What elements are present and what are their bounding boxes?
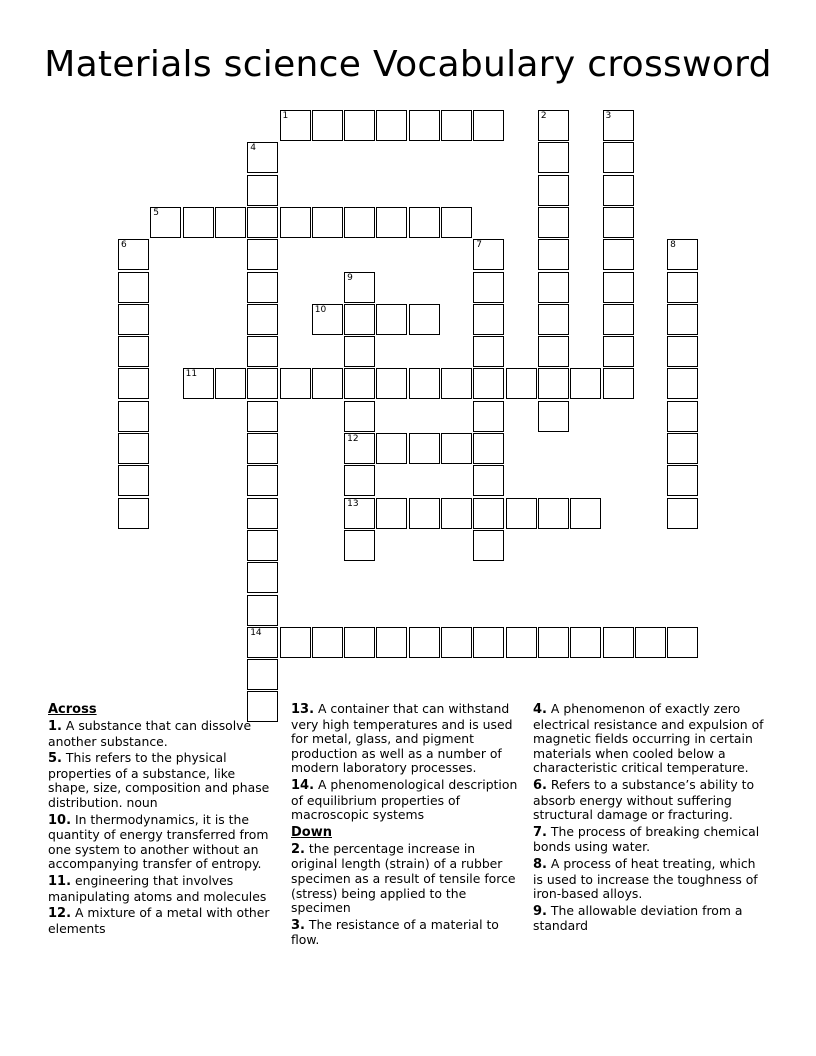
- crossword-cell[interactable]: [473, 368, 504, 399]
- crossword-cell[interactable]: [603, 175, 634, 206]
- clue-number-label: 10: [314, 304, 327, 315]
- clue-number: 3.: [291, 917, 305, 933]
- crossword-cell[interactable]: [118, 304, 149, 335]
- clue-text: This refers to the physical properties of a substance, like shape, size, composition and phase distribution. noun: [48, 750, 270, 810]
- page-title: Materials science Vocabulary crossword: [44, 44, 772, 85]
- clue-down-3: [291, 918, 523, 948]
- crossword-cell[interactable]: [538, 207, 569, 238]
- across-heading: Across: [48, 702, 97, 717]
- crossword-cell[interactable]: [118, 272, 149, 303]
- crossword-cell[interactable]: [215, 207, 246, 238]
- clues-column-2: [291, 702, 523, 950]
- crossword-cell[interactable]: [376, 304, 407, 335]
- crossword-cell[interactable]: [473, 304, 504, 335]
- crossword-cell[interactable]: [344, 336, 375, 367]
- crossword-cell[interactable]: [376, 498, 407, 529]
- crossword-cell[interactable]: [441, 433, 472, 464]
- crossword-cell[interactable]: [538, 336, 569, 367]
- crossword-cell[interactable]: [247, 336, 278, 367]
- crossword-cell[interactable]: [247, 368, 278, 399]
- crossword-cell[interactable]: [441, 207, 472, 238]
- crossword-cell[interactable]: [409, 304, 440, 335]
- crossword-cell[interactable]: [409, 498, 440, 529]
- crossword-cell[interactable]: [603, 368, 634, 399]
- crossword-cell[interactable]: [247, 465, 278, 496]
- clue-number-label: 12: [347, 434, 359, 444]
- crossword-cell[interactable]: [441, 627, 472, 658]
- clue-down-4: [533, 702, 765, 776]
- crossword-cell[interactable]: [312, 207, 343, 238]
- clue-number: 6.: [533, 777, 547, 793]
- crossword-cell[interactable]: [247, 433, 278, 464]
- crossword-cell[interactable]: [441, 498, 472, 529]
- crossword-cell[interactable]: [409, 433, 440, 464]
- clue-across-14: [291, 778, 523, 823]
- crossword-cell[interactable]: [667, 465, 698, 496]
- crossword-cell[interactable]: [538, 175, 569, 206]
- crossword-cell[interactable]: [312, 304, 343, 335]
- crossword-cell[interactable]: [473, 433, 504, 464]
- clue-text: A substance that can dissolve another substance.: [48, 718, 252, 749]
- clue-text: Refers to a substance’s ability to absorb energy without suffering structural damage or fracturing.: [533, 776, 755, 823]
- crossword-cell[interactable]: [409, 627, 440, 658]
- crossword-cell[interactable]: [247, 530, 278, 561]
- crossword-cell[interactable]: [473, 627, 504, 658]
- crossword-cell[interactable]: [118, 465, 149, 496]
- clue-down-9: [533, 904, 765, 934]
- crossword-cell[interactable]: [667, 336, 698, 367]
- clue-across-13: [291, 702, 523, 776]
- crossword-cell[interactable]: [247, 304, 278, 335]
- clue-number: 13.: [291, 702, 315, 717]
- clues-column-1: [48, 702, 280, 938]
- crossword-cell[interactable]: [183, 207, 214, 238]
- crossword-cell[interactable]: [280, 110, 311, 141]
- crossword-cell[interactable]: [344, 433, 375, 464]
- crossword-cell[interactable]: [667, 433, 698, 464]
- crossword-cell[interactable]: [506, 627, 537, 658]
- crossword-cell[interactable]: [312, 110, 343, 141]
- crossword-cell[interactable]: [215, 368, 246, 399]
- crossword-cell[interactable]: [118, 368, 149, 399]
- clue-number: 11.: [48, 873, 72, 889]
- crossword-cell[interactable]: [473, 530, 504, 561]
- crossword-cell[interactable]: [473, 110, 504, 141]
- crossword-cell[interactable]: [473, 239, 504, 270]
- crossword-cell[interactable]: [150, 207, 181, 238]
- clue-number-label: 8: [670, 240, 676, 251]
- crossword-cell[interactable]: [247, 498, 278, 529]
- clue-number-label: 9: [347, 272, 353, 283]
- crossword-cell[interactable]: [344, 207, 375, 238]
- crossword-cell[interactable]: [441, 110, 472, 141]
- crossword-cell[interactable]: [247, 272, 278, 303]
- crossword-cell[interactable]: [635, 627, 666, 658]
- crossword-cell[interactable]: [603, 336, 634, 367]
- crossword-cell[interactable]: [473, 272, 504, 303]
- crossword-cell[interactable]: [247, 562, 278, 593]
- clue-text: The allowable deviation from a standard: [533, 902, 743, 934]
- clue-text: The process of breaking chemical bonds using water.: [533, 823, 760, 855]
- clue-down-8: [533, 857, 765, 902]
- clue-down-6: [533, 778, 765, 823]
- crossword-cell[interactable]: [538, 368, 569, 399]
- crossword-cell[interactable]: [441, 368, 472, 399]
- crossword-cell[interactable]: [603, 207, 634, 238]
- clue-number-label: 14: [250, 627, 262, 638]
- crossword-cell[interactable]: [603, 627, 634, 658]
- clue-text: A phenomenological description of equilibrium properties of macroscopic systems: [291, 776, 518, 823]
- crossword-cell[interactable]: [538, 304, 569, 335]
- crossword-cell[interactable]: [667, 498, 698, 529]
- crossword-cell[interactable]: [280, 207, 311, 238]
- crossword-cell[interactable]: [312, 627, 343, 658]
- crossword-cell[interactable]: [344, 627, 375, 658]
- crossword-cell[interactable]: [247, 627, 278, 658]
- clue-across-5: [48, 751, 280, 810]
- crossword-cell[interactable]: [603, 304, 634, 335]
- clue-number-label: 11: [185, 369, 198, 380]
- crossword-cell[interactable]: [570, 368, 601, 399]
- clue-number-label: 2: [540, 111, 547, 121]
- clue-across-11: [48, 874, 280, 904]
- crossword-cell[interactable]: [409, 368, 440, 399]
- clue-number: 8.: [533, 856, 547, 872]
- crossword-cell[interactable]: [247, 595, 278, 626]
- clue-number: 14.: [291, 777, 315, 793]
- crossword-cell[interactable]: [344, 272, 375, 303]
- crossword-cell[interactable]: [538, 498, 569, 529]
- crossword-cell[interactable]: [312, 368, 343, 399]
- clue-down-2: [291, 842, 523, 916]
- crossword-cell[interactable]: [247, 401, 278, 432]
- crossword-cell[interactable]: [570, 627, 601, 658]
- crossword-cell[interactable]: [280, 627, 311, 658]
- crossword-cell[interactable]: [667, 272, 698, 303]
- clue-number-label: 13: [347, 498, 359, 509]
- clue-number: 1.: [48, 719, 62, 734]
- clue-number: 7.: [533, 824, 547, 840]
- crossword-cell[interactable]: [603, 110, 634, 141]
- crossword-cell[interactable]: [344, 530, 375, 561]
- crossword-cell[interactable]: [538, 272, 569, 303]
- crossword-cell[interactable]: [376, 627, 407, 658]
- crossword-cell[interactable]: [473, 401, 504, 432]
- crossword-cell[interactable]: [247, 659, 278, 690]
- crossword-cell[interactable]: [538, 239, 569, 270]
- crossword-cell[interactable]: [376, 368, 407, 399]
- crossword-cell[interactable]: [118, 498, 149, 529]
- crossword-cell[interactable]: [118, 239, 149, 270]
- clue-text: The resistance of a material to flow.: [291, 916, 499, 948]
- clue-text: engineering that involves manipulating atoms and molecules: [48, 872, 267, 904]
- crossword-cell[interactable]: [118, 433, 149, 464]
- crossword-cell[interactable]: [344, 401, 375, 432]
- clue-number-label: 1: [282, 111, 289, 121]
- crossword-cell[interactable]: [538, 142, 569, 173]
- crossword-cell[interactable]: [344, 304, 375, 335]
- crossword-cell[interactable]: [409, 207, 440, 238]
- clue-number: 12.: [48, 906, 72, 922]
- clue-text: In thermodynamics, it is the quantity of energy transferred from one system to another without an accompanying transfer of entropy.: [48, 811, 269, 872]
- crossword-cell[interactable]: [344, 368, 375, 399]
- down-heading: Down: [291, 824, 332, 840]
- clues-column-3: [533, 702, 765, 936]
- clue-number: 9.: [533, 903, 547, 919]
- crossword-cell[interactable]: [473, 465, 504, 496]
- clue-text: A phenomenon of exactly zero electrical resistance and expulsion of magnetic fields occurring in certain materials when cooled below a characteristic critical temperature.: [533, 701, 764, 776]
- crossword-cell[interactable]: [603, 272, 634, 303]
- clue-text: A mixture of a metal with other elements: [48, 905, 270, 936]
- clue-number-label: 7: [476, 240, 483, 251]
- crossword-cell[interactable]: [667, 401, 698, 432]
- crossword-cell[interactable]: [473, 336, 504, 367]
- crossword-cell[interactable]: [247, 207, 278, 238]
- crossword-cell[interactable]: [538, 627, 569, 658]
- crossword-cell[interactable]: [344, 465, 375, 496]
- crossword-cell[interactable]: [603, 142, 634, 173]
- clue-number-label: 6: [121, 240, 127, 251]
- crossword-cell[interactable]: [473, 498, 504, 529]
- clue-number: 10.: [48, 812, 72, 828]
- crossword-cell[interactable]: [409, 110, 440, 141]
- crossword-cell[interactable]: [376, 110, 407, 141]
- crossword-cell[interactable]: [603, 239, 634, 270]
- crossword-cell[interactable]: [667, 304, 698, 335]
- clue-number: 5.: [48, 751, 62, 767]
- clue-across-12: [48, 906, 280, 936]
- clue-number: 2.: [291, 841, 305, 857]
- crossword-cell[interactable]: [118, 336, 149, 367]
- crossword-cell[interactable]: [376, 207, 407, 238]
- clue-number-label: 3: [605, 111, 612, 121]
- crossword-cell[interactable]: [280, 368, 311, 399]
- crossword-cell[interactable]: [667, 368, 698, 399]
- crossword-cell[interactable]: [506, 498, 537, 529]
- clue-across-1: [48, 719, 280, 749]
- crossword-cell[interactable]: [344, 498, 375, 529]
- crossword-cell[interactable]: [118, 401, 149, 432]
- crossword-cell[interactable]: [538, 110, 569, 141]
- clue-text: A container that can withstand very high temperatures and is used for metal, glass, and pigment production as well as a number of modern laboratory processes.: [291, 701, 513, 776]
- clue-across-10: [48, 813, 280, 872]
- crossword-cell[interactable]: [376, 433, 407, 464]
- clue-number-label: 5: [153, 207, 160, 218]
- clue-text: the percentage increase in original length (strain) of a rubber specimen as a result of tensile force (stress) being applied to the specimen: [291, 840, 516, 916]
- crossword-cell[interactable]: [183, 368, 214, 399]
- crossword-cell[interactable]: [247, 142, 278, 173]
- crossword-cell[interactable]: [667, 627, 698, 658]
- clue-number: 4.: [533, 702, 547, 717]
- clue-down-7: [533, 825, 765, 855]
- clue-number-label: 4: [250, 143, 256, 154]
- crossword-cell[interactable]: [506, 368, 537, 399]
- crossword-cell[interactable]: [247, 175, 278, 206]
- crossword-cell[interactable]: [247, 239, 278, 270]
- crossword-cell[interactable]: [667, 239, 698, 270]
- crossword-cell[interactable]: [570, 498, 601, 529]
- crossword-cell[interactable]: [344, 110, 375, 141]
- clue-text: A process of heat treating, which is used to increase the toughness of iron-based alloys.: [533, 855, 758, 902]
- crossword-cell[interactable]: [538, 401, 569, 432]
